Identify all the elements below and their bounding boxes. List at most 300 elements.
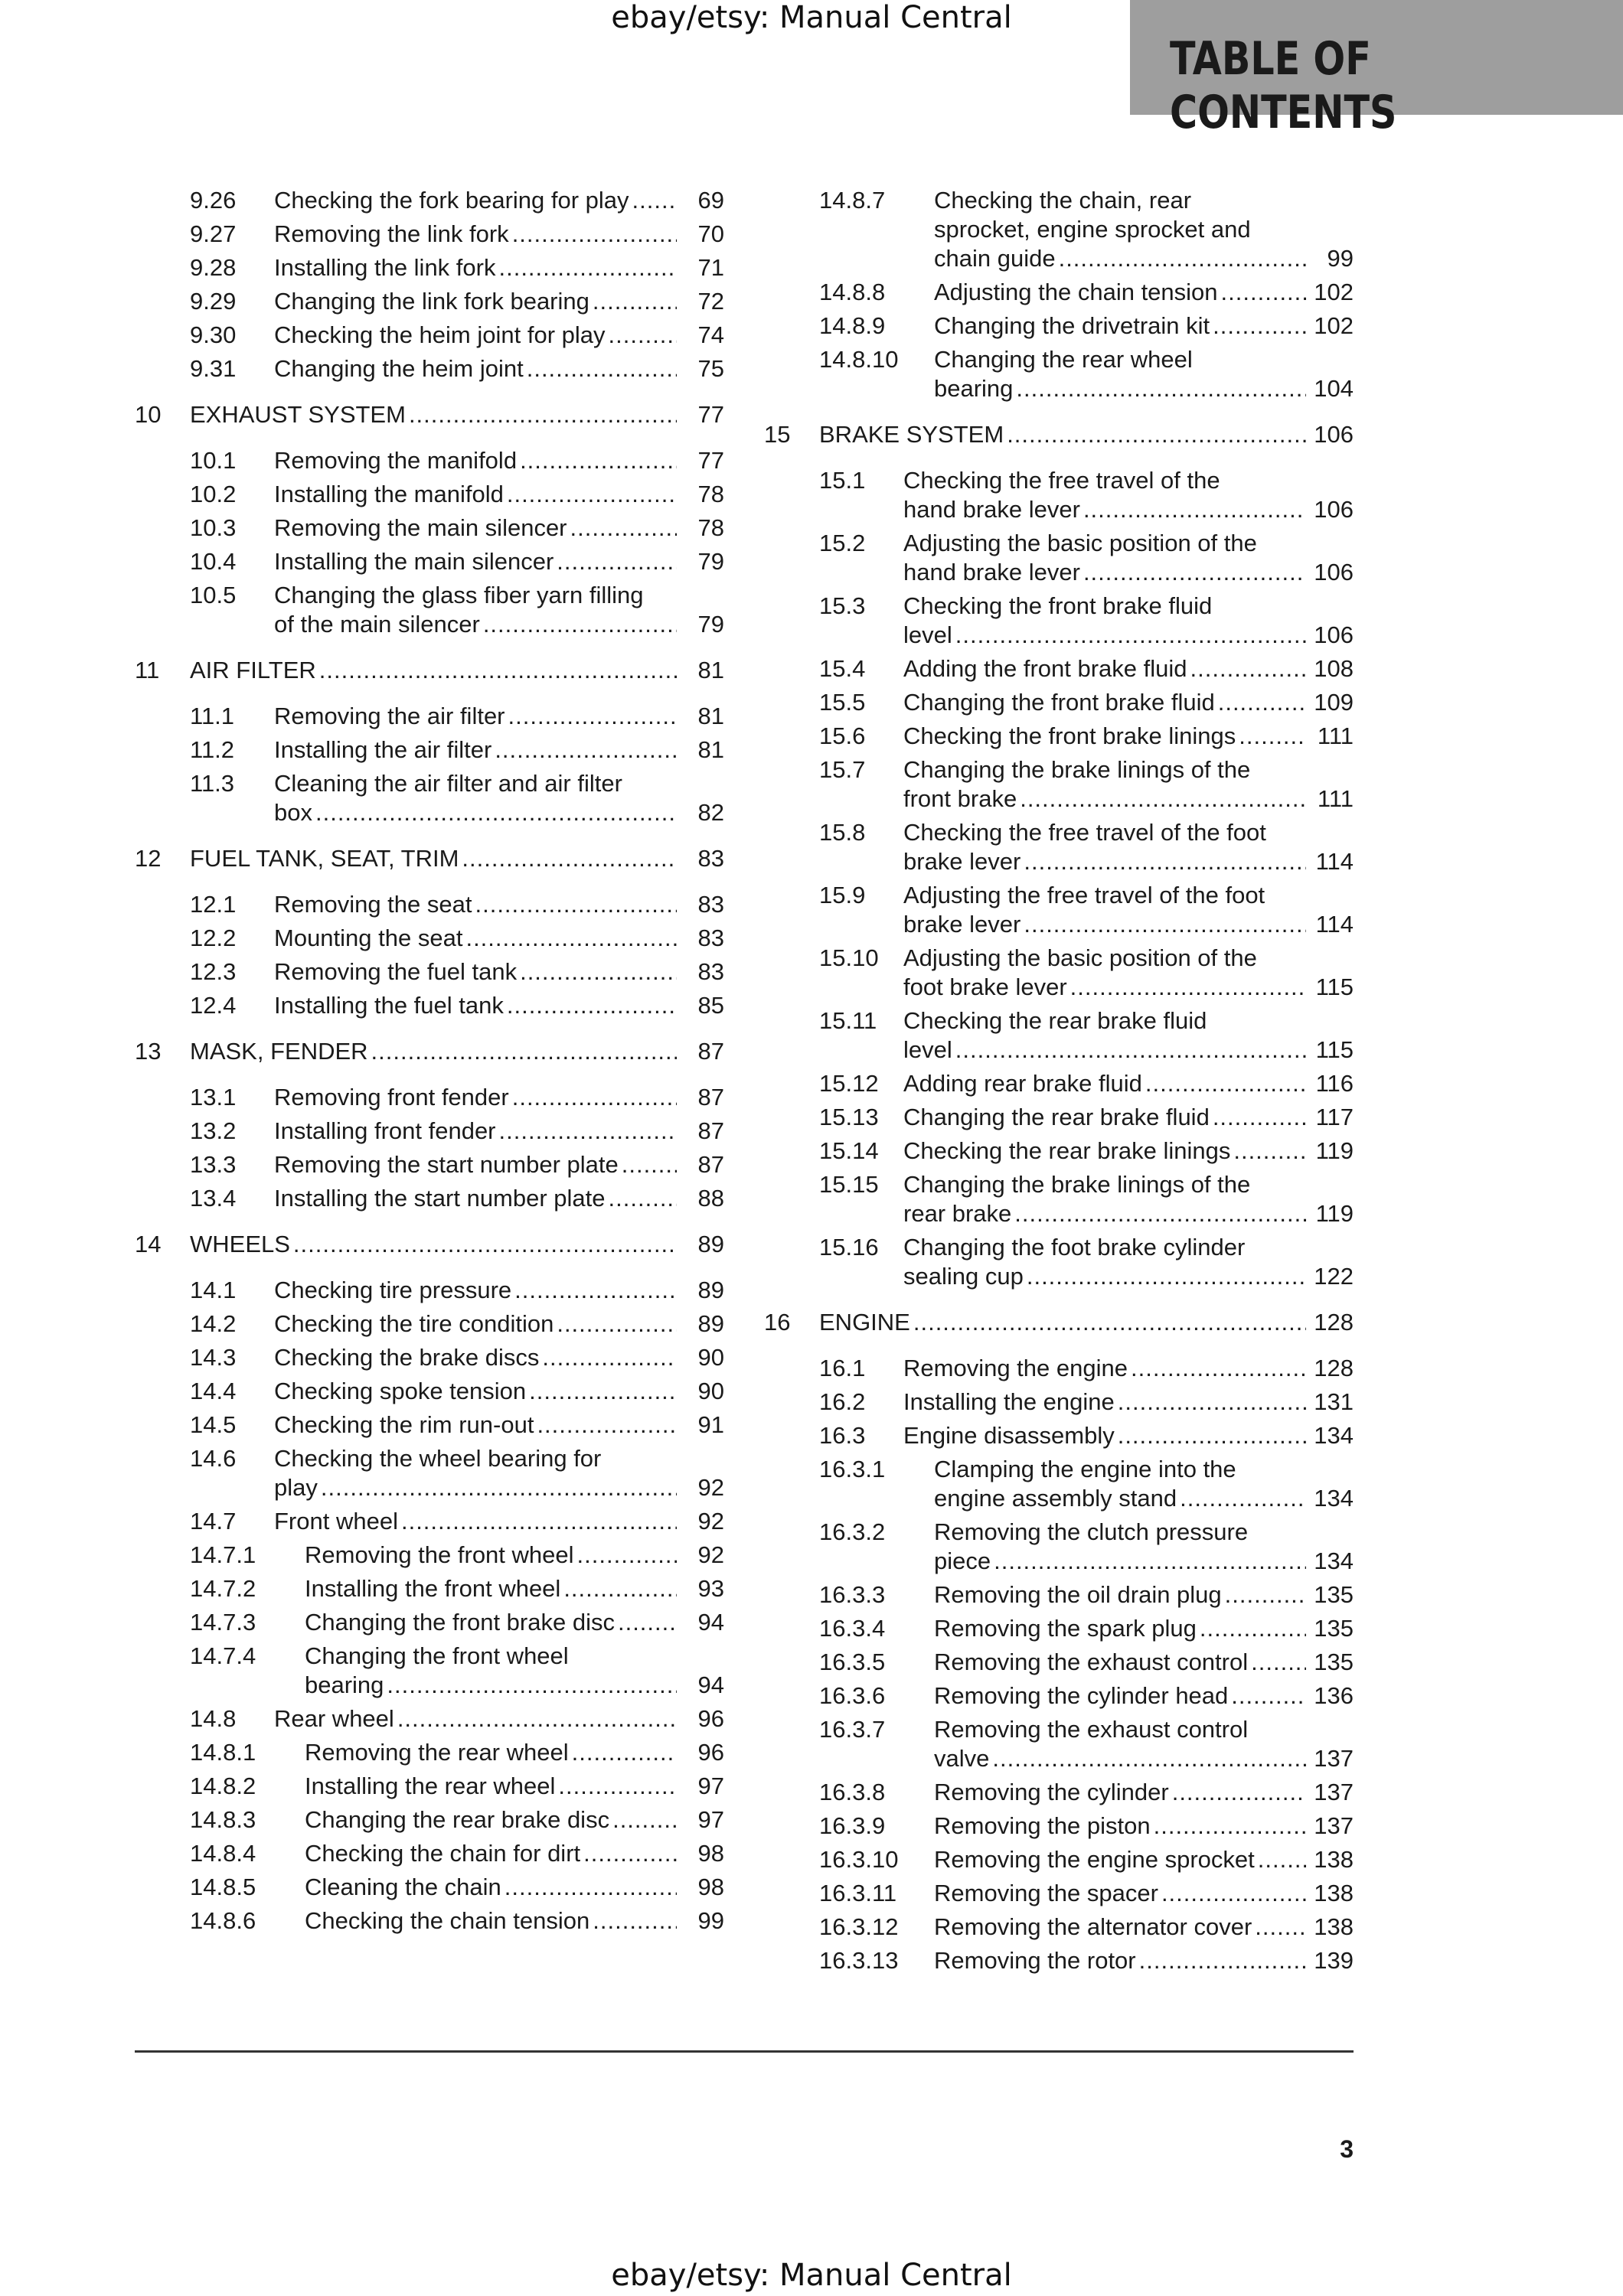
toc-entry-title: bearing — [934, 375, 1014, 402]
toc-entry-page: 79 — [697, 548, 724, 575]
dot-leader — [622, 1150, 677, 1179]
toc-entry-title-line: Checking the free travel of the foot — [903, 819, 1266, 846]
toc-entry-number: 11.2 — [190, 736, 235, 763]
toc-entry[interactable] — [135, 581, 724, 639]
toc-entry[interactable] — [135, 1083, 724, 1112]
toc-entry-title: Removing front fender — [274, 1084, 509, 1110]
toc-entry-page: 92 — [697, 1541, 724, 1568]
dot-leader — [462, 844, 677, 873]
toc-entry-title: Removing the seat — [274, 891, 472, 918]
toc-entry-page: 85 — [697, 992, 724, 1019]
toc-entry-number: 9.26 — [190, 187, 237, 214]
dot-leader — [1180, 1484, 1306, 1513]
toc-entry-title: Checking the tire condition — [274, 1310, 554, 1337]
dot-leader — [512, 220, 677, 249]
dot-leader — [1213, 311, 1306, 341]
toc-entry[interactable] — [764, 1421, 1354, 1450]
toc-entry-number: 14.3 — [190, 1344, 237, 1371]
toc-entry-title-line: Checking the wheel bearing for — [274, 1445, 602, 1472]
dot-leader — [609, 1184, 677, 1213]
toc-entry-page: 114 — [1315, 911, 1354, 938]
toc-entry[interactable] — [135, 1772, 724, 1801]
toc-entry-title: WHEELS — [190, 1231, 290, 1257]
toc-entry-title-line: Checking the free travel of the — [903, 467, 1220, 494]
toc-entry-number: 16.3.4 — [819, 1615, 886, 1642]
dot-leader — [1200, 1614, 1306, 1643]
dot-leader — [1020, 784, 1306, 814]
toc-entry-page: 74 — [697, 321, 724, 348]
toc-entry[interactable] — [764, 311, 1354, 341]
toc-entry[interactable] — [135, 702, 724, 731]
toc-entry-page: 77 — [697, 447, 724, 474]
toc-entry-number: 16.3.3 — [819, 1581, 886, 1608]
toc-entry-number: 14.8.8 — [819, 279, 886, 305]
toc-entry-title: Installing front fender — [274, 1117, 496, 1144]
dot-leader — [1251, 1648, 1306, 1677]
toc-entry-page: 97 — [697, 1806, 724, 1833]
toc-entry-page: 102 — [1314, 312, 1354, 339]
toc-entry-page: 90 — [697, 1344, 724, 1371]
toc-entry[interactable] — [135, 446, 724, 475]
toc-entry[interactable] — [135, 287, 724, 316]
toc-entry-page: 131 — [1314, 1388, 1354, 1415]
toc-entry-number: 16.3.11 — [819, 1880, 897, 1906]
toc-entry[interactable] — [764, 1681, 1354, 1711]
dot-leader — [371, 1037, 677, 1066]
dot-leader — [1016, 374, 1306, 403]
dot-leader — [315, 798, 677, 827]
toc-entry-title: Removing the spark plug — [934, 1615, 1197, 1642]
toc-entry-title: Rear wheel — [274, 1705, 394, 1732]
toc-entry[interactable] — [135, 1377, 724, 1406]
toc-entry-number: 14.8.2 — [190, 1773, 256, 1799]
toc-entry[interactable] — [135, 769, 724, 827]
toc-entry[interactable] — [764, 654, 1354, 683]
toc-entry-title: engine assembly stand — [934, 1485, 1177, 1512]
toc-entry-title-line: Checking the chain, rear — [934, 187, 1192, 214]
toc-entry-number: 9.27 — [190, 220, 237, 247]
dot-leader — [572, 1738, 677, 1767]
toc-entry-title: AIR FILTER — [190, 657, 316, 683]
dot-leader — [557, 1309, 677, 1339]
toc-entry-number: 16.2 — [819, 1388, 866, 1415]
toc-entry[interactable] — [135, 1309, 724, 1339]
toc-column-right — [764, 186, 1354, 1980]
dot-leader — [593, 1906, 677, 1936]
toc-entry-page: 108 — [1314, 655, 1354, 682]
toc-entry-title-line: Changing the brake linings of the — [903, 756, 1251, 783]
dot-leader — [1221, 278, 1306, 307]
toc-entry-number: 15.4 — [819, 655, 866, 682]
toc-entry-page: 138 — [1314, 1913, 1354, 1940]
toc-entry[interactable] — [764, 1103, 1354, 1132]
toc-entry-number: 14.7.1 — [190, 1541, 256, 1568]
toc-entry[interactable] — [764, 1170, 1354, 1228]
toc-entry-page: 87 — [697, 1084, 724, 1110]
toc-entry[interactable] — [135, 1411, 724, 1440]
toc-entry[interactable] — [764, 944, 1354, 1002]
dot-leader — [465, 924, 677, 953]
toc-entry-title: Removing the exhaust control — [934, 1649, 1249, 1675]
toc-chapter-entry[interactable] — [135, 1230, 724, 1259]
dot-leader — [527, 354, 677, 383]
toc-entry-number: 15.5 — [819, 689, 866, 716]
dot-leader — [558, 1772, 677, 1801]
toc-entry-number: 16.3.6 — [819, 1682, 886, 1709]
toc-entry-title: brake lever — [903, 848, 1021, 875]
dot-leader — [1145, 1069, 1306, 1098]
toc-entry-title: level — [903, 621, 952, 648]
dot-leader — [321, 1473, 677, 1502]
toc-entry-title: box — [274, 799, 312, 826]
toc-entry-page: 128 — [1314, 1309, 1354, 1336]
toc-entry-title: Changing the rear brake disc — [305, 1806, 610, 1833]
toc-entry[interactable] — [764, 1812, 1354, 1841]
dot-leader — [537, 1411, 677, 1440]
toc-entry-number: 13.2 — [190, 1117, 237, 1144]
toc-entry-number: 9.31 — [190, 355, 237, 382]
toc-entry-title: Changing the front brake fluid — [903, 689, 1215, 716]
dot-leader — [1161, 1879, 1306, 1908]
toc-entry-page: 135 — [1314, 1581, 1354, 1608]
toc-entry[interactable] — [764, 1845, 1354, 1874]
toc-entry[interactable] — [135, 321, 724, 350]
toc-entry[interactable] — [764, 1455, 1354, 1513]
toc-entry[interactable] — [764, 345, 1354, 403]
dot-leader — [618, 1608, 677, 1637]
toc-entry-page: 114 — [1315, 848, 1354, 875]
toc-entry-page: 87 — [697, 1151, 724, 1178]
toc-entry[interactable] — [764, 1233, 1354, 1291]
toc-entry-number: 15.7 — [819, 756, 866, 783]
toc-entry[interactable] — [764, 881, 1354, 939]
toc-entry[interactable] — [764, 1006, 1354, 1065]
toc-entry-page: 90 — [697, 1378, 724, 1404]
dot-leader — [1213, 1103, 1306, 1132]
toc-entry-title: Installing the fuel tank — [274, 992, 504, 1019]
toc-entry[interactable] — [764, 1879, 1354, 1908]
dot-leader — [570, 514, 677, 543]
toc-entry-page: 81 — [697, 736, 724, 763]
toc-entry-number: 10.2 — [190, 481, 237, 507]
toc-entry-title: Removing the piston — [934, 1812, 1151, 1839]
toc-entry-title: Installing the rear wheel — [305, 1773, 556, 1799]
dot-leader — [994, 1547, 1306, 1576]
toc-entry[interactable] — [135, 220, 724, 249]
toc-entry-title: Checking the front brake linings — [903, 722, 1236, 749]
toc-entry-page: 137 — [1314, 1745, 1354, 1772]
toc-entry-number: 12.1 — [190, 891, 237, 918]
toc-entry-number: 16.3.10 — [819, 1846, 899, 1873]
toc-entry-number: 15.9 — [819, 882, 866, 908]
toc-entry[interactable] — [764, 1648, 1354, 1677]
toc-entry-page: 106 — [1314, 496, 1354, 523]
toc-entry-title: Installing the air filter — [274, 736, 492, 763]
toc-entry-title: Checking spoke tension — [274, 1378, 527, 1404]
toc-entry-number: 14.8.3 — [190, 1806, 256, 1833]
toc-entry[interactable] — [135, 1906, 724, 1936]
toc-entry-number: 15 — [764, 421, 791, 448]
toc-entry-page: 138 — [1314, 1880, 1354, 1906]
toc-entry[interactable] — [135, 1805, 724, 1835]
toc-entry-number: 13 — [135, 1038, 162, 1065]
toc-entry-number: 14.8.9 — [819, 312, 886, 339]
toc-entry-page: 96 — [697, 1739, 724, 1766]
toc-entry-title: Adjusting the chain tension — [934, 279, 1218, 305]
dot-leader — [520, 957, 677, 987]
toc-entry-page: 87 — [697, 1038, 724, 1065]
toc-entry-number: 15.15 — [819, 1171, 879, 1198]
toc-entry-title: Installing the front wheel — [305, 1575, 561, 1602]
toc-entry-page: 134 — [1314, 1548, 1354, 1574]
toc-entry-number: 16.3.8 — [819, 1779, 886, 1805]
dot-leader — [1131, 1354, 1306, 1383]
toc-entry-title: Removing the oil drain plug — [934, 1581, 1222, 1608]
dot-leader — [483, 610, 677, 639]
toc-entry-number: 11.1 — [190, 703, 235, 729]
dot-leader — [401, 1507, 677, 1536]
toc-entry-page: 70 — [697, 220, 724, 247]
toc-entry-page: 83 — [697, 891, 724, 918]
toc-entry-title: Checking the chain for dirt — [305, 1840, 581, 1867]
dot-leader — [955, 1035, 1306, 1065]
toc-entry[interactable] — [135, 1343, 724, 1372]
toc-entry-title-line: sprocket, engine sprocket and — [934, 216, 1251, 243]
toc-entry-title: hand brake lever — [903, 496, 1080, 523]
toc-entry[interactable] — [764, 1778, 1354, 1807]
toc-entry-number: 13.1 — [190, 1084, 237, 1110]
toc-entry[interactable] — [135, 1276, 724, 1305]
toc-entry[interactable] — [135, 480, 724, 509]
toc-entry-page: 89 — [697, 1231, 724, 1257]
toc-entry[interactable] — [135, 1444, 724, 1502]
toc-entry-page: 71 — [697, 254, 724, 281]
toc-entry-page: 83 — [697, 845, 724, 872]
toc-entry-page: 102 — [1314, 279, 1354, 305]
dot-leader — [1118, 1421, 1306, 1450]
toc-entry-title: rear brake — [903, 1200, 1012, 1227]
toc-entry[interactable] — [764, 1715, 1354, 1773]
dot-leader — [1172, 1778, 1306, 1807]
dot-leader — [1059, 244, 1306, 273]
toc-entry[interactable] — [764, 818, 1354, 876]
toc-entry-title-line: Checking the rear brake fluid — [903, 1007, 1207, 1034]
toc-entry-title: EXHAUST SYSTEM — [190, 401, 406, 428]
toc-entry-number: 14.1 — [190, 1277, 237, 1303]
toc-entry[interactable] — [135, 1541, 724, 1570]
toc-entry-number: 14.4 — [190, 1378, 237, 1404]
toc-entry-number: 14.8.5 — [190, 1874, 256, 1900]
toc-chapter-entry[interactable] — [764, 420, 1354, 449]
toc-entry-number: 14.2 — [190, 1310, 237, 1337]
toc-entry[interactable] — [135, 354, 724, 383]
toc-entry[interactable] — [135, 547, 724, 576]
toc-entry[interactable] — [764, 466, 1354, 524]
toc-entry[interactable] — [135, 1873, 724, 1902]
toc-entry-title-line: Adjusting the basic position of the — [903, 530, 1257, 556]
toc-entry-number: 16.3.2 — [819, 1518, 886, 1545]
footer-divider — [135, 2050, 1354, 2053]
toc-chapter-entry[interactable] — [135, 400, 724, 429]
toc-entry[interactable] — [764, 1580, 1354, 1609]
dot-leader — [1154, 1812, 1306, 1841]
toc-entry-number: 14.8.1 — [190, 1739, 256, 1766]
toc-entry-page: 94 — [697, 1671, 724, 1698]
page-title: TABLE OF CONTENTS — [1170, 32, 1397, 139]
toc-entry[interactable] — [135, 514, 724, 543]
toc-entry[interactable] — [135, 1184, 724, 1213]
toc-chapter-entry[interactable] — [135, 1037, 724, 1066]
toc-entry-number: 15.6 — [819, 722, 866, 749]
toc-entry-title-line: Removing the clutch pressure — [934, 1518, 1249, 1545]
toc-chapter-entry[interactable] — [135, 656, 724, 685]
toc-entry-title: BRAKE SYSTEM — [819, 421, 1004, 448]
toc-entry-page: 96 — [697, 1705, 724, 1732]
toc-entry-number: 16.3.5 — [819, 1649, 886, 1675]
toc-entry[interactable] — [764, 688, 1354, 717]
toc-entry-title: Checking the fork bearing for play — [274, 187, 629, 214]
toc-entry-page: 106 — [1314, 559, 1354, 585]
toc-entry[interactable] — [764, 722, 1354, 751]
toc-entry[interactable] — [764, 1913, 1354, 1942]
toc-entry-number: 15.3 — [819, 592, 866, 619]
toc-entry[interactable] — [764, 1614, 1354, 1643]
toc-entry[interactable] — [135, 1507, 724, 1536]
toc-entry-page: 137 — [1314, 1779, 1354, 1805]
toc-entry-title: Removing the air filter — [274, 703, 505, 729]
toc-entry-title-line: Clamping the engine into the — [934, 1456, 1236, 1482]
toc-entry-page: 94 — [697, 1609, 724, 1636]
toc-entry-title: Engine disassembly — [903, 1422, 1115, 1449]
toc-entry-number: 16.3 — [819, 1422, 866, 1449]
toc-entry-page: 136 — [1314, 1682, 1354, 1709]
toc-entry-page: 106 — [1314, 421, 1354, 448]
toc-entry-number: 16.3.7 — [819, 1716, 886, 1743]
toc-entry-number: 14.7 — [190, 1508, 237, 1534]
toc-entry[interactable] — [135, 1117, 724, 1146]
toc-entry-page: 135 — [1314, 1615, 1354, 1642]
toc-entry[interactable] — [764, 592, 1354, 650]
toc-entry[interactable] — [764, 1946, 1354, 1975]
toc-entry[interactable] — [764, 529, 1354, 587]
dot-leader — [1014, 1199, 1306, 1228]
toc-entry[interactable] — [135, 1574, 724, 1603]
toc-chapter-entry[interactable] — [135, 844, 724, 873]
toc-entry-page: 78 — [697, 514, 724, 541]
toc-entry[interactable] — [135, 1704, 724, 1733]
toc-entry[interactable] — [135, 735, 724, 765]
toc-entry[interactable] — [135, 890, 724, 919]
toc-entry-page: 99 — [697, 1907, 724, 1934]
toc-entry-number: 12 — [135, 845, 162, 872]
toc-entry-number: 13.4 — [190, 1185, 237, 1212]
toc-entry[interactable] — [764, 186, 1354, 273]
toc-entry[interactable] — [135, 186, 724, 215]
toc-entry-title: Changing the drivetrain kit — [934, 312, 1210, 339]
dot-leader — [1083, 495, 1306, 524]
toc-entry-page: 88 — [697, 1185, 724, 1212]
toc-entry-number: 16.3.13 — [819, 1947, 899, 1974]
toc-entry-number: 14.7.3 — [190, 1609, 256, 1636]
toc-chapter-entry[interactable] — [764, 1308, 1354, 1337]
toc-entry-page: 137 — [1314, 1812, 1354, 1839]
toc-entry[interactable] — [764, 1069, 1354, 1098]
toc-entry[interactable] — [764, 1518, 1354, 1576]
dot-leader — [992, 1744, 1306, 1773]
toc-entry-page: 83 — [697, 958, 724, 985]
dot-leader — [1083, 558, 1306, 587]
toc-entry-number: 16.3.12 — [819, 1913, 899, 1940]
toc-entry-number: 14.7.4 — [190, 1642, 256, 1669]
toc-entry-number: 10.5 — [190, 582, 237, 608]
dot-leader — [913, 1308, 1306, 1337]
toc-entry-number: 15.16 — [819, 1234, 879, 1261]
toc-entry-title-line: Changing the glass fiber yarn filling — [274, 582, 644, 608]
toc-entry-title: sealing cup — [903, 1263, 1024, 1290]
toc-entry-page: 128 — [1314, 1355, 1354, 1381]
dot-leader — [495, 735, 677, 765]
toc-entry[interactable] — [135, 991, 724, 1020]
toc-entry-number: 10.1 — [190, 447, 237, 474]
toc-entry-page: 111 — [1317, 722, 1354, 749]
toc-entry-title: hand brake lever — [903, 559, 1080, 585]
toc-entry-page: 69 — [697, 187, 724, 214]
toc-entry[interactable] — [764, 1354, 1354, 1383]
toc-entry-title: MASK, FENDER — [190, 1038, 368, 1065]
toc-entry-title-line: Checking the front brake fluid — [903, 592, 1213, 619]
toc-entry[interactable] — [764, 278, 1354, 307]
toc-entry-number: 15.1 — [819, 467, 866, 494]
toc-entry[interactable] — [135, 924, 724, 953]
toc-entry-title: Installing the link fork — [274, 254, 496, 281]
toc-entry-title-line: Changing the rear wheel — [934, 346, 1193, 373]
toc-entry-title: Installing the engine — [903, 1388, 1115, 1415]
toc-entry-title: Removing the engine sprocket — [934, 1846, 1255, 1873]
toc-entry-page: 119 — [1315, 1137, 1354, 1164]
dot-leader — [1190, 654, 1306, 683]
toc-entry[interactable] — [135, 1150, 724, 1179]
dot-leader — [498, 253, 677, 282]
dot-leader — [577, 1541, 677, 1570]
toc-entry[interactable] — [135, 1738, 724, 1767]
toc-entry-number: 16.3.9 — [819, 1812, 886, 1839]
toc-entry-page: 106 — [1314, 621, 1354, 648]
toc-entry[interactable] — [135, 253, 724, 282]
dot-leader — [563, 1574, 677, 1603]
toc-entry[interactable] — [135, 1839, 724, 1868]
toc-entry-page: 79 — [697, 611, 724, 638]
dot-leader — [1024, 847, 1306, 876]
toc-entry[interactable] — [764, 1388, 1354, 1417]
toc-entry-number: 11.3 — [190, 770, 235, 797]
dot-leader — [1027, 1262, 1306, 1291]
toc-entry-number: 15.10 — [819, 944, 879, 971]
toc-entry[interactable] — [764, 755, 1354, 814]
toc-entry-title: Removing the engine — [903, 1355, 1128, 1381]
toc-entry[interactable] — [135, 957, 724, 987]
toc-entry-title: foot brake lever — [903, 974, 1067, 1000]
toc-entry-page: 98 — [697, 1874, 724, 1900]
dot-leader — [612, 1805, 677, 1835]
toc-entry-title: Removing the alternator cover — [934, 1913, 1252, 1940]
toc-entry-page: 75 — [697, 355, 724, 382]
toc-entry-page: 91 — [697, 1411, 724, 1438]
toc-entry[interactable] — [135, 1642, 724, 1700]
toc-entry[interactable] — [764, 1137, 1354, 1166]
toc-entry[interactable] — [135, 1608, 724, 1637]
toc-entry-page: 134 — [1314, 1422, 1354, 1449]
toc-entry-title: Removing the link fork — [274, 220, 509, 247]
